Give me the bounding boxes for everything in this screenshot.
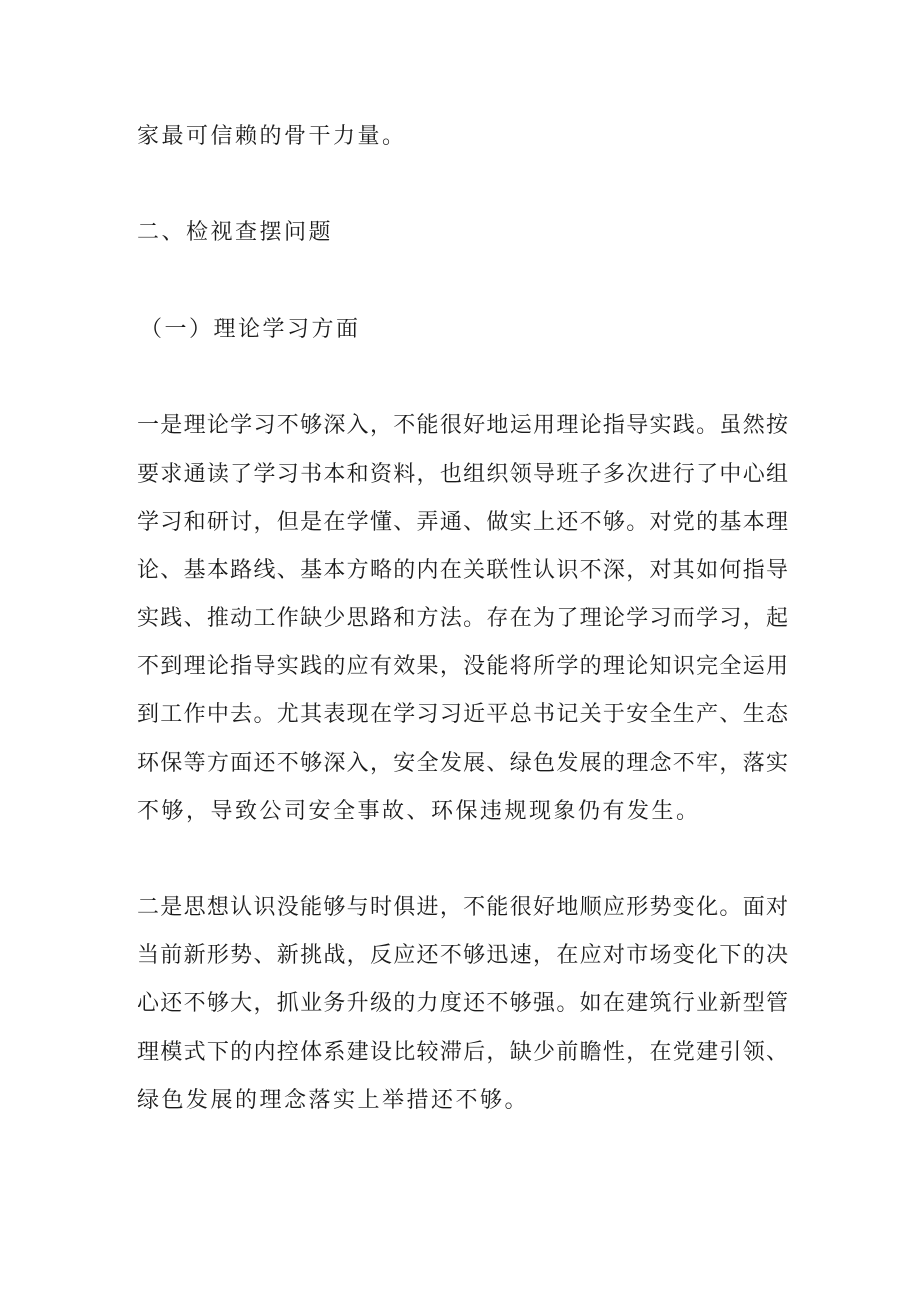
paragraph-line: 实践、推动工作缺少思路和方法。存在为了理论学习而学习，起 xyxy=(137,606,788,631)
section-heading: 二、检视查摆问题 xyxy=(137,220,334,245)
paragraph-line: 理模式下的内控体系建设比较滞后，缺少前瞻性，在党建引领、 xyxy=(137,1040,788,1065)
paragraph-line: 二是思想认识没能够与时俱进，不能很好地顺应形势变化。面对 xyxy=(137,895,788,920)
paragraph-line: 要求通读了学习书本和资料，也组织领导班子多次进行了中心组 xyxy=(137,462,788,487)
paragraph-line: 不到理论指导实践的应有效果，没能将所学的理论知识完全运用 xyxy=(137,654,788,679)
paragraph-last-line: 不够，导致公司安全事故、环保违规现象仍有发生。 xyxy=(137,799,701,824)
paragraph-line: 到工作中去。尤其表现在学习习近平总书记关于安全生产、生态 xyxy=(137,702,788,727)
paragraph-line: 心还不够大，抓业务升级的力度还不够强。如在建筑行业新型管 xyxy=(137,991,788,1016)
paragraph-last-line: 绿色发展的理念落实上举措还不够。 xyxy=(137,1088,530,1113)
paragraph-line: 论、基本路线、基本方略的内在关联性认识不深，对其如何指导 xyxy=(137,558,788,583)
paragraph-line: 环保等方面还不够深入，安全发展、绿色发展的理念不牢，落实 xyxy=(137,751,788,776)
paragraph-line: 学习和研讨，但是在学懂、弄通、做实上还不够。对党的基本理 xyxy=(137,510,788,535)
paragraph-line: 当前新形势、新挑战，反应还不够迅速，在应对市场变化下的决 xyxy=(137,943,788,968)
continuation-line: 家最可信赖的骨干力量。 xyxy=(137,124,407,149)
subsection-heading: （一）理论学习方面 xyxy=(140,317,361,342)
paragraph-line: 一是理论学习不够深入，不能很好地运用理论指导实践。虽然按 xyxy=(137,413,788,438)
